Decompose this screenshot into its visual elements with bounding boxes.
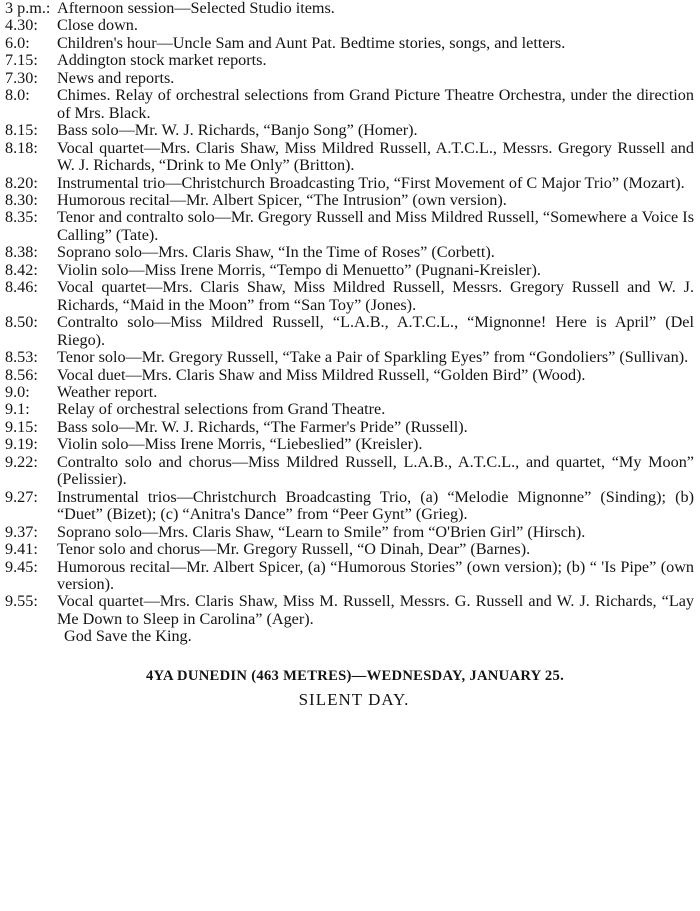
entry-description: Relay of orchestral selections from Grand Theatre. <box>57 400 386 419</box>
entry-description: News and reports. <box>57 68 175 87</box>
programme-entry <box>0 384 700 401</box>
entry-time: 9.45: <box>5 557 38 576</box>
entry-time: 9.41: <box>5 540 38 559</box>
entry-description: Afternoon session—Selected Studio items. <box>57 0 335 17</box>
entry-time: 7.30: <box>5 68 38 87</box>
entry-time: 9.1: <box>5 400 30 419</box>
programme-entry <box>0 192 700 209</box>
entry-description: Soprano solo—Mrs. Claris Shaw, “In the Time of Roses” (Corbett). <box>57 243 495 262</box>
entry-time: 8.53: <box>5 348 38 367</box>
entry-time: 8.30: <box>5 190 38 209</box>
programme-entry <box>0 419 700 436</box>
programme-entry <box>0 17 700 34</box>
entry-description: Tenor solo and chorus—Mr. Gregory Russell, “O Dinah, Dear” (Barnes). <box>57 540 531 559</box>
entry-description: Instrumental trio—Christchurch Broadcasting Trio, “First Movement of C Major Trio” (Mozart). <box>57 173 685 192</box>
entry-description: Humorous recital—Mr. Albert Spicer, (a) “Humorous Stories” (own version); (b) “ 'Is Pipe” (own version). <box>57 557 694 593</box>
entry-time: 9.0: <box>5 382 30 401</box>
entry-description: Bass solo—Mr. W. J. Richards, “The Farmer's Pride” (Russell). <box>57 417 468 436</box>
programme-entry <box>0 175 700 192</box>
entry-description: Humorous recital—Mr. Albert Spicer, “The Intrusion” (own version). <box>57 190 507 209</box>
programme-entry <box>0 541 700 558</box>
programme-entry <box>0 52 700 69</box>
entry-description: Instrumental trios—Christchurch Broadcasting Trio, (a) “Melodie Mignonne” (Sinding); (b) “Duet” (Bizet); (c) “Anitra's Dance” from “Peer Gynt” (Grieg). <box>57 487 694 524</box>
entry-description: Vocal quartet—Mrs. Claris Shaw, Miss Mildred Russell, Messrs. Gregory Russell and W. J. Richards, “Maid in the Moon” from “San Toy” (Jones). <box>57 278 694 314</box>
entry-description: Vocal quartet—Mrs. Claris Shaw, Miss Mildred Russell, A.T.C.L., Messrs. Gregory Russell and W. J. Richards, “Drink to Me Only” (Britton). <box>57 138 694 175</box>
entry-time: 8.18: <box>5 138 38 157</box>
entry-description: Vocal duet—Mrs. Claris Shaw and Miss Mildred Russell, “Golden Bird” (Wood). <box>57 365 586 384</box>
entry-description: Addington stock market reports. <box>57 51 267 70</box>
entry-time: 9.19: <box>5 435 38 454</box>
entry-description: Violin solo—Miss Irene Morris, “Liebeslied” (Kreisler). <box>57 435 423 454</box>
entry-time: 9.55: <box>5 592 38 611</box>
programme-entry <box>0 436 700 453</box>
programme-entry <box>0 401 700 418</box>
programme-entry <box>0 314 700 349</box>
closing-line: God Save the King. <box>64 627 192 646</box>
programme-entry <box>0 559 700 594</box>
entry-time: 9.37: <box>5 522 38 541</box>
entry-time: 8.38: <box>5 243 38 262</box>
entry-description: Contralto solo and chorus—Miss Mildred Russell, L.A.B., A.T.C.L., and quartet, “My Moon” (Pelissier). <box>57 452 694 489</box>
entry-time: 9.15: <box>5 417 38 436</box>
programme-entry <box>0 489 700 524</box>
programme-entry <box>0 87 700 122</box>
entry-time: 8.15: <box>5 121 38 140</box>
programme-entry <box>0 279 700 314</box>
entry-time: 8.56: <box>5 365 38 384</box>
programme-entry <box>0 262 700 279</box>
entry-time: 8.20: <box>5 173 38 192</box>
entry-description: Close down. <box>57 16 138 35</box>
silent-day-notice: SILENT DAY. <box>298 689 410 709</box>
programme-entry <box>0 244 700 261</box>
entry-time: 4.30: <box>5 16 38 35</box>
entry-description: Vocal quartet—Mrs. Claris Shaw, Miss M. Russell, Messrs. G. Russell and W. J. Richards, “Lay Me Down to Sleep in Carolina” (Ager). <box>57 592 694 628</box>
programme-entry <box>0 209 700 244</box>
entry-time: 7.15: <box>5 51 38 70</box>
programme-entry <box>0 367 700 384</box>
entry-description: Chimes. Relay of orchestral selections from Grand Picture Theatre Orchestra, under the direction of Mrs. Black. <box>57 86 694 122</box>
programme-entry <box>0 0 700 17</box>
entry-description: Bass solo—Mr. W. J. Richards, “Banjo Song” (Homer). <box>57 121 418 140</box>
entry-description: Violin solo—Miss Irene Morris, “Tempo di Menuetto” (Pugnani-Kreisler). <box>57 260 541 279</box>
entry-description: Tenor and contralto solo—Mr. Gregory Russell and Miss Mildred Russell, “Somewhere a Voice Is Calling” (Tate). <box>57 208 694 244</box>
entry-time: 9.22: <box>5 452 38 471</box>
entry-description: Tenor solo—Mr. Gregory Russell, “Take a Pair of Sparkling Eyes” from “Gondoliers” (Sullivan). <box>57 348 689 367</box>
station-heading: 4YA DUNEDIN (463 METRES)—WEDNESDAY, JANUARY 25. <box>145 667 565 684</box>
entry-time: 6.0: <box>5 33 30 52</box>
entry-description: Children's hour—Uncle Sam and Aunt Pat. Bedtime stories, songs, and letters. <box>57 33 566 52</box>
programme-entry <box>0 35 700 52</box>
entry-time: 9.27: <box>5 487 38 506</box>
entry-description: Weather report. <box>57 382 158 401</box>
entry-time: 8.0: <box>5 86 30 105</box>
programme-entry <box>0 122 700 139</box>
entry-time: 8.35: <box>5 208 38 227</box>
programme-entry <box>0 140 700 175</box>
programme-entry <box>0 349 700 366</box>
programme-entry <box>0 454 700 489</box>
entry-time: 8.42: <box>5 260 38 279</box>
programme-entry <box>0 593 700 628</box>
entry-description: Contralto solo—Miss Mildred Russell, “L.A.B., A.T.C.L., “Mignonne! Here is April” (Del Riego). <box>57 313 694 349</box>
entry-description: Soprano solo—Mrs. Claris Shaw, “Learn to Smile” from “O'Brien Girl” (Hirsch). <box>57 522 586 541</box>
entry-time: 3 p.m.: <box>5 0 51 17</box>
programme-entry <box>0 70 700 87</box>
entry-time: 8.46: <box>5 278 38 297</box>
programme-entry <box>0 524 700 541</box>
entry-time: 8.50: <box>5 313 38 332</box>
